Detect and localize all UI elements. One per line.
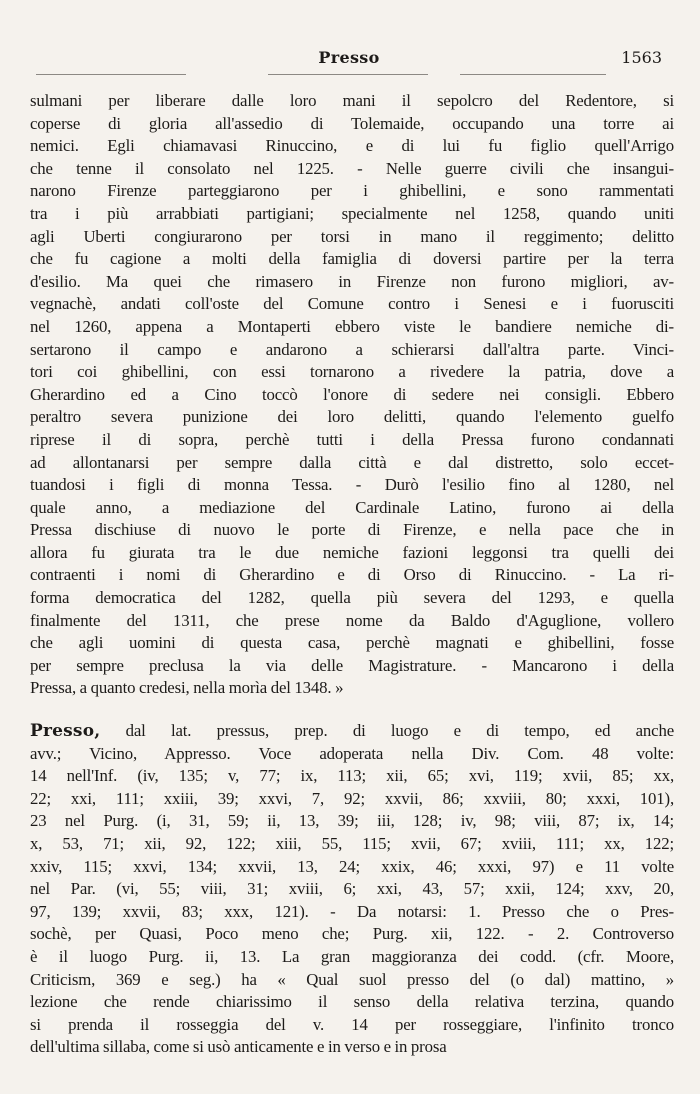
text-line: 97, 139; xxvii, 83; xxx, 121). - Da notarsi: 1. Presso che o Pres- xyxy=(30,901,674,921)
header-rule-left xyxy=(36,74,186,75)
text-line: ad allontanarsi per sempre dalla città e dal distretto, solo eccet- xyxy=(30,452,674,472)
text-line: x, 53, 71; xii, 92, 122; xiii, 55, 115; xvii, 67; xviii, 111; xx, 122; xyxy=(30,834,674,853)
text-line: Pressa, a quanto credesi, nella morìa del 1348. » xyxy=(30,678,344,698)
page-number: 1563 xyxy=(621,48,662,67)
text-line: è il luogo Purg. ii, 13. La gran maggioranza dei codd. (cfr. Moore, xyxy=(30,946,674,966)
text-line: che agli uomini di questa casa, perchè magnati e ghibellini, fosse xyxy=(30,633,674,653)
running-header xyxy=(34,46,664,76)
header-rule-right xyxy=(460,74,606,75)
text-line: vegnachè, andati coll'oste del Comune contro i Senesi e i fuorusciti xyxy=(30,294,674,314)
text-line: allora fu giurata tra le due nemiche fazioni leggonsi tra quelli dei xyxy=(30,542,674,562)
paragraph-presso-entry xyxy=(30,720,674,1059)
text-line: tori coi ghibellini, con essi tornarono a rivedere la patria, dove a xyxy=(30,362,674,382)
text-line: tuandosi i figli di monna Tessa. - Durò l'esilio fino al 1280, nel xyxy=(30,475,674,495)
text-line: sulmani per liberare dalle loro mani il sepolcro del Redentore, si xyxy=(30,91,674,110)
text-line: agli Uberti congiurarono per torsi in mano il reggimento; delitto xyxy=(30,226,674,246)
text-line: sertarono il campo e andarono a schierarsi dall'altra parte. Vinci- xyxy=(30,339,674,359)
text-line: 14 nell'Inf. (iv, 135; v, 77; ix, 113; xii, 65; xvi, 119; xvii, 85; xx, xyxy=(30,766,674,786)
text-line: si prenda il rosseggia del v. 14 per rosseggiare, l'infinito tronco xyxy=(30,1014,674,1034)
text-line: sochè, per Quasi, Poco meno che; Purg. xii, 122. - 2. Controverso xyxy=(30,924,674,944)
lemma-headword: Presso, xyxy=(30,721,101,742)
text-line: d'esilio. Ma quei che rimasero in Firenze non furono migliori, av- xyxy=(30,271,674,291)
text-line: avv.; Vicino, Appresso. Voce adoperata nella Div. Com. 48 volte: xyxy=(30,743,674,763)
text-line: peraltro severa punizione dei loro delitti, quando l'elemento guelfo xyxy=(30,407,674,427)
text-line: lezione che rende chiarissimo il senso della relativa terzina, quando xyxy=(30,992,674,1012)
text-line: dell'ultima sillaba, come si usò anticamente e in verso e in prosa xyxy=(30,1037,447,1057)
text-line: coperse di gloria all'assedio di Tolemaide, occupando una torre ai xyxy=(30,113,674,133)
text-line: nel 1260, appena a Montaperti ebbero viste le bandiere nemiche di- xyxy=(30,316,674,336)
text-line: tra i più arrabbiati partigiani; specialmente nel 1258, quando uniti xyxy=(30,203,674,223)
page-body xyxy=(30,90,674,1059)
text-line: 22; xxi, 111; xxiii, 39; xxvi, 7, 92; xxvii, 86; xxviii, 80; xxxi, 101), xyxy=(30,788,674,808)
paragraph-della-pressa-continuation xyxy=(30,90,674,700)
text-line: riprese il di sopra, perchè tutti i della Pressa furono condannati xyxy=(30,429,674,449)
text-line: nel Par. (vi, 55; viii, 31; xviii, 6; xxi, 43, 57; xxii, 124; xxv, 20, xyxy=(30,879,674,899)
text-line: narono Firenze parteggiarono per i ghibellini, e sono rammentati xyxy=(30,181,674,201)
text-line: contraenti i nomi di Gherardino e di Orso di Rinuccino. - La ri- xyxy=(30,565,674,585)
text-line: che fu cagione a molti della famiglia di doversi partire per la terra xyxy=(30,249,674,269)
header-rule-middle xyxy=(268,74,428,75)
paragraph-line: dal lat. pressus, prep. di luogo e di tempo, ed anche xyxy=(100,721,674,741)
header-title: Presso xyxy=(318,48,380,67)
text-line: finalmente del 1311, che prese nome da Baldo d'Aguglione, vollero xyxy=(30,610,674,630)
text-line: 23 nel Purg. (i, 31, 59; ii, 13, 39; iii, 128; iv, 98; viii, 87; ix, 14; xyxy=(30,811,674,831)
text-line: quale anno, a mediazione del Cardinale Latino, furono ai della xyxy=(30,497,674,517)
text-line: Pressa dischiuse di nuovo le porte di Firenze, e nella pace che in xyxy=(30,520,674,540)
text-line: Gherardino ed a Cino toccò l'onore di sedere nei consigli. Ebbero xyxy=(30,384,674,404)
text-line: che tenne il consolato nel 1225. - Nelle guerre civili che insangui- xyxy=(30,158,674,178)
text-line: per sempre preclusa la via delle Magistrature. - Mancarono i della xyxy=(30,655,674,675)
text-line: nemici. Egli chiamavasi Rinuccino, e di lui fu figlio quell'Arrigo xyxy=(30,136,674,156)
text-line xyxy=(30,720,674,743)
text-line: xxiv, 115; xxvi, 134; xxvii, 13, 24; xxix, 46; xxxi, 97) e 11 volte xyxy=(30,856,674,876)
text-line: Criticism, 369 e seg.) ha « Qual suol presso del (o dal) mattino, » xyxy=(30,969,674,989)
text-line: forma democratica del 1282, quella più severa del 1293, e quella xyxy=(30,588,674,608)
